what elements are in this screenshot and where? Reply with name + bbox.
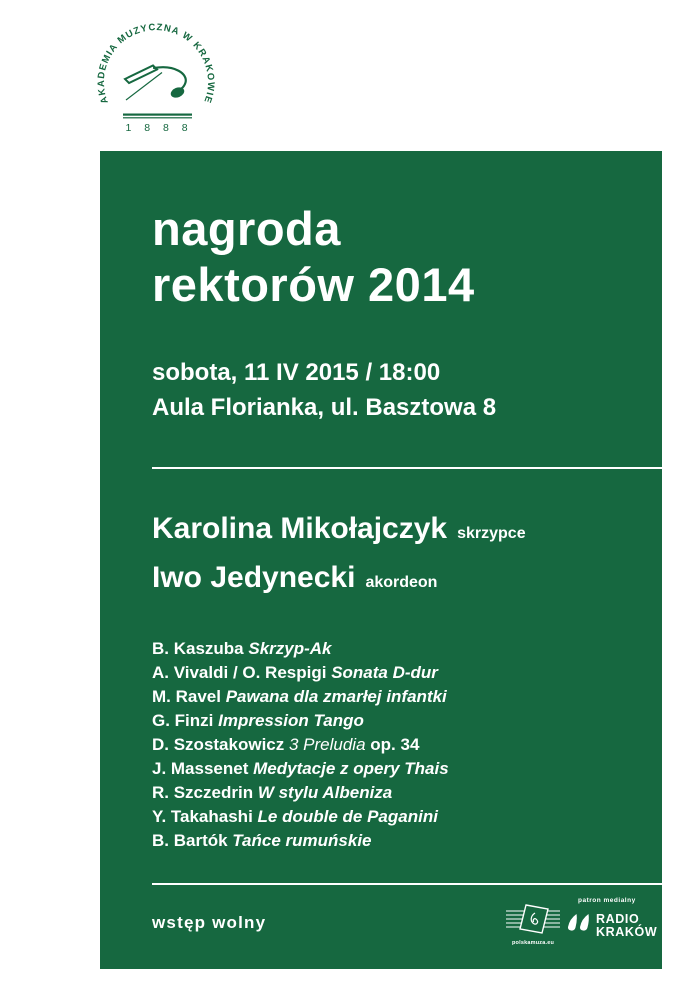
founding-year: 1 8 8 8 <box>125 122 193 134</box>
program-segment: Skrzyp-Ak <box>248 639 332 658</box>
event-details <box>152 355 496 425</box>
program-item <box>152 781 449 805</box>
performer-name: Iwo Jedynecki <box>152 561 356 594</box>
event-venue: Aula Florianka, ul. Basztowa 8 <box>152 394 497 421</box>
program-item <box>152 637 449 661</box>
program-segment: Tańce rumuńskie <box>232 831 372 850</box>
program-segment: Sonata D-dur <box>331 663 438 682</box>
polskamuza-staff-icon <box>506 904 560 934</box>
program-segment: A. Vivaldi / O. Respigi <box>152 663 332 682</box>
program-segment: J. Massenet <box>152 759 254 778</box>
polskamuza-label: polskamuza.eu <box>511 940 555 946</box>
admission-note: wstęp wolny <box>152 913 267 932</box>
program-segment: Medytacje z opery Thais <box>253 759 449 778</box>
program-segment: Le double de Paganini <box>257 807 438 826</box>
program-segment: Pawana dla zmarłej infantki <box>225 687 447 706</box>
event-datetime: sobota, 11 IV 2015 / 18:00 <box>152 359 441 386</box>
poster-title-line2: rektorów 2014 <box>152 258 475 311</box>
program-segment: op. 34 <box>365 735 420 754</box>
program-item <box>152 829 449 853</box>
program-item <box>152 661 449 685</box>
program-segment: B. Kaszuba <box>152 639 249 658</box>
program-item <box>152 685 449 709</box>
radio-krakow-logo <box>568 897 660 939</box>
academy-music-krakow-logo <box>85 18 227 144</box>
program-segment: 3 Preludia <box>288 735 366 754</box>
quote-marks-icon <box>568 914 592 931</box>
program-segment: R. Szczedrin <box>152 783 258 802</box>
program-segment: W stylu Albeniza <box>257 783 393 802</box>
green-panel <box>100 151 662 969</box>
academy-seal-icon <box>85 18 227 144</box>
program-item <box>152 757 449 781</box>
performer-name: Karolina Mikołajczyk <box>152 512 448 545</box>
program-list <box>152 637 449 853</box>
radio-krakow-name <box>596 913 657 939</box>
performer-instrument: skrzypce <box>457 525 526 542</box>
program-segment: B. Bartók <box>152 831 233 850</box>
program-segment: D. Szostakowicz <box>152 735 289 754</box>
radio-name-line1: RADIO <box>596 912 640 926</box>
seal-rule-thin <box>123 117 192 118</box>
program-item <box>152 805 449 829</box>
academy-arc-text: AKADEMIA MUZYCZNA W KRAKOWIE <box>95 21 217 106</box>
program-segment: M. Ravel <box>152 687 226 706</box>
radio-name-line2: KRAKÓW <box>596 925 658 939</box>
divider-top <box>152 467 662 469</box>
poster-title <box>152 201 475 313</box>
performer-row <box>152 507 526 556</box>
program-segment: G. Finzi <box>152 711 219 730</box>
performers <box>152 507 526 605</box>
seal-rule-thick <box>123 114 192 116</box>
performer-row <box>152 556 526 605</box>
polskamuza-logo <box>506 904 560 946</box>
program-item <box>152 733 449 757</box>
poster-title-line1: nagroda <box>152 202 341 255</box>
program-item <box>152 709 449 733</box>
radio-krakow-lockup <box>568 913 660 939</box>
patron-medialny-label: patron medialny <box>578 897 636 904</box>
program-segment: Y. Takahashi <box>152 807 258 826</box>
divider-bottom <box>152 883 662 885</box>
performer-instrument: akordeon <box>365 574 438 591</box>
program-segment: Impression Tango <box>218 711 364 730</box>
